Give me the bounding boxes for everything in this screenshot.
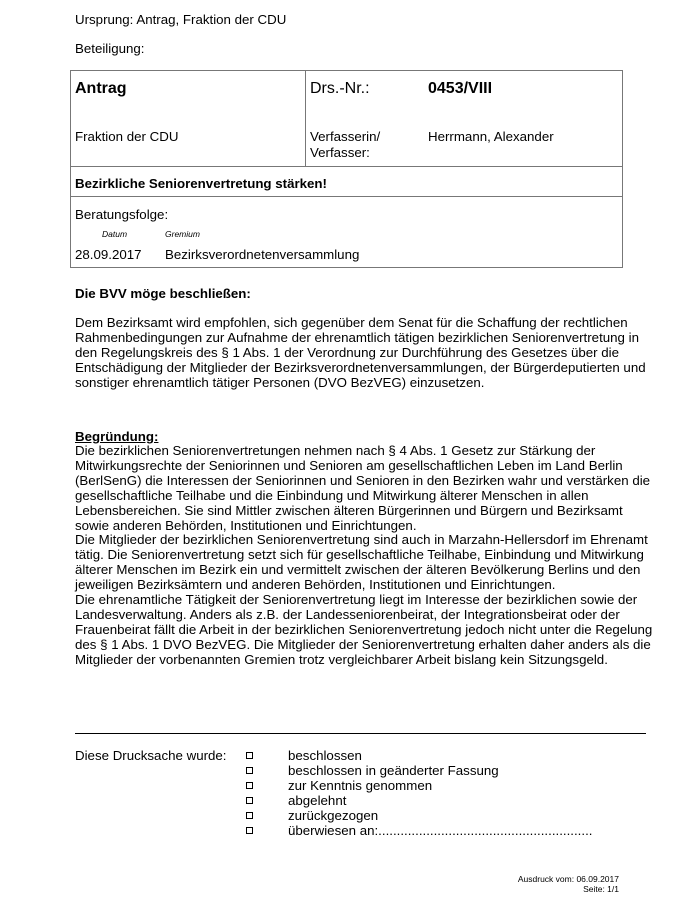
resolution-text — [75, 316, 655, 391]
option-beschlossen-geaendert: beschlossen in geänderter Fassung — [288, 763, 499, 778]
author-name: Herrmann, Alexander — [428, 129, 554, 144]
origin-line: Ursprung: Antrag, Fraktion der CDU — [75, 12, 287, 27]
beratungsfolge-label: Beratungsfolge: — [75, 207, 169, 222]
author-label-2: Verfasser: — [310, 145, 370, 160]
option-zurueckgezogen: zurückgezogen — [288, 808, 379, 823]
box-divider-2 — [71, 196, 622, 197]
faction: Fraktion der CDU — [75, 129, 179, 144]
author-label-1: Verfasserin/ — [310, 129, 381, 144]
checkbox-beschlossen[interactable] — [246, 752, 253, 759]
option-abgelehnt: abgelehnt — [288, 793, 347, 808]
checkbox-zurueckgezogen[interactable] — [246, 812, 253, 819]
reason-paragraph-3: Die ehrenamtliche Tätigkeit der Seniorenvertretung liegt im Interesse der bezirklichen sowie der Landesverwaltung. Anders als z.B. der Landesseniorenbeirat, der Integrationsbeirat oder der Frauenbeirat fällt die Arbeit in der bezirklichen Seniorenvertretung jedoch nicht unter die Regelung des § 1 Abs. 1 DVO BezVEG. Die Mitglieder der Seniorenvertretung erhalten daher anders als die Mitglieder der vorbenannten Gremien trotz vergleichbarer Arbeit bislang kein Sitzungsgeld. — [75, 592, 653, 667]
document-title: Bezirkliche Seniorenvertretung stärken! — [75, 176, 327, 191]
participation-line: Beteiligung: — [75, 41, 145, 56]
option-ueberwiesen: überwiesen an:.......................................................... — [288, 823, 593, 838]
status-separator — [75, 733, 646, 734]
session-date: 28.09.2017 — [75, 247, 142, 262]
resolution-heading: Die BVV möge beschließen: — [75, 286, 251, 301]
checkbox-zur-kenntnis[interactable] — [246, 782, 253, 789]
checkbox-beschlossen-geaendert[interactable] — [246, 767, 253, 774]
document-type: Antrag — [75, 80, 127, 97]
drs-label: Drs.-Nr.: — [310, 80, 370, 97]
option-zur-kenntnis: zur Kenntnis genommen — [288, 778, 433, 793]
column-datum: Datum — [102, 229, 128, 239]
box-divider-vertical — [305, 71, 306, 166]
session-gremium: Bezirksverordnetenversammlung — [165, 247, 360, 262]
column-gremium: Gremium — [165, 229, 200, 239]
checkbox-ueberwiesen[interactable] — [246, 827, 253, 834]
option-beschlossen: beschlossen — [288, 748, 362, 763]
drs-number: 0453/VIII — [428, 80, 493, 97]
box-divider-1 — [71, 166, 622, 167]
info-box — [70, 70, 623, 268]
reason-paragraph-1: Die bezirklichen Seniorenvertretungen nehmen nach § 4 Abs. 1 Gesetz zur Stärkung der Mitwirkungsrechte der Seniorinnen und Senioren am gesellschaftlichen Leben im Land Berlin (BerlSenG) die Interessen der Seniorinnen und Senioren in den Bezirken wahr und verstärken die gesellschaftliche Teilhabe und die Einbindung und Mitwirkung älterer Menschen in allen Lebensbereichen. Sie sind Mittler zwischen älteren Bürgerinnen und Bürgern und Bezirksamt sowie anderen Behörden, Institutionen und Einrichtungen. — [75, 443, 651, 533]
reason-paragraph-2: Die Mitglieder der bezirklichen Seniorenvertretung sind auch in Marzahn-Hellersdorf im Ehrenamt tätig. Die Seniorenvertretung setzt sich für gesellschaftliche Teilhabe, Einbindung und Mitwirkung älterer Menschen im Bezirk ein und vermittelt zwischen der älteren Bevölkerung Berlins und den jeweiligen Bezirksämtern und anderen Behörden, Institutionen und Einrichtungen. — [75, 532, 648, 593]
print-date: Ausdruck vom: 06.09.2017 — [517, 874, 619, 884]
reason-heading: Begründung: — [75, 429, 159, 444]
checkbox-abgelehnt[interactable] — [246, 797, 253, 804]
page-number: Seite: 1/1 — [583, 884, 619, 894]
resolution-paragraph: Dem Bezirksamt wird empfohlen, sich gegenüber dem Senat für die Schaffung der rechtlichen Rahmenbedingungen zur Aufnahme der ehrenamtlich tätigen bezirklichen Seniorenvertretung in den Regelungskreis des § 1 Abs. 1 der Verordnung zur Durchführung des Gesetzes über die Entschädigung der Mitglieder der Bezirksverordnetenversammlungen, der Bürgerdeputierten und sonstiger ehrenamtlich tätiger Personen (DVO BezVEG) einzusetzen. — [75, 315, 646, 390]
status-label: Diese Drucksache wurde: — [75, 748, 227, 763]
reason-text — [75, 444, 655, 668]
